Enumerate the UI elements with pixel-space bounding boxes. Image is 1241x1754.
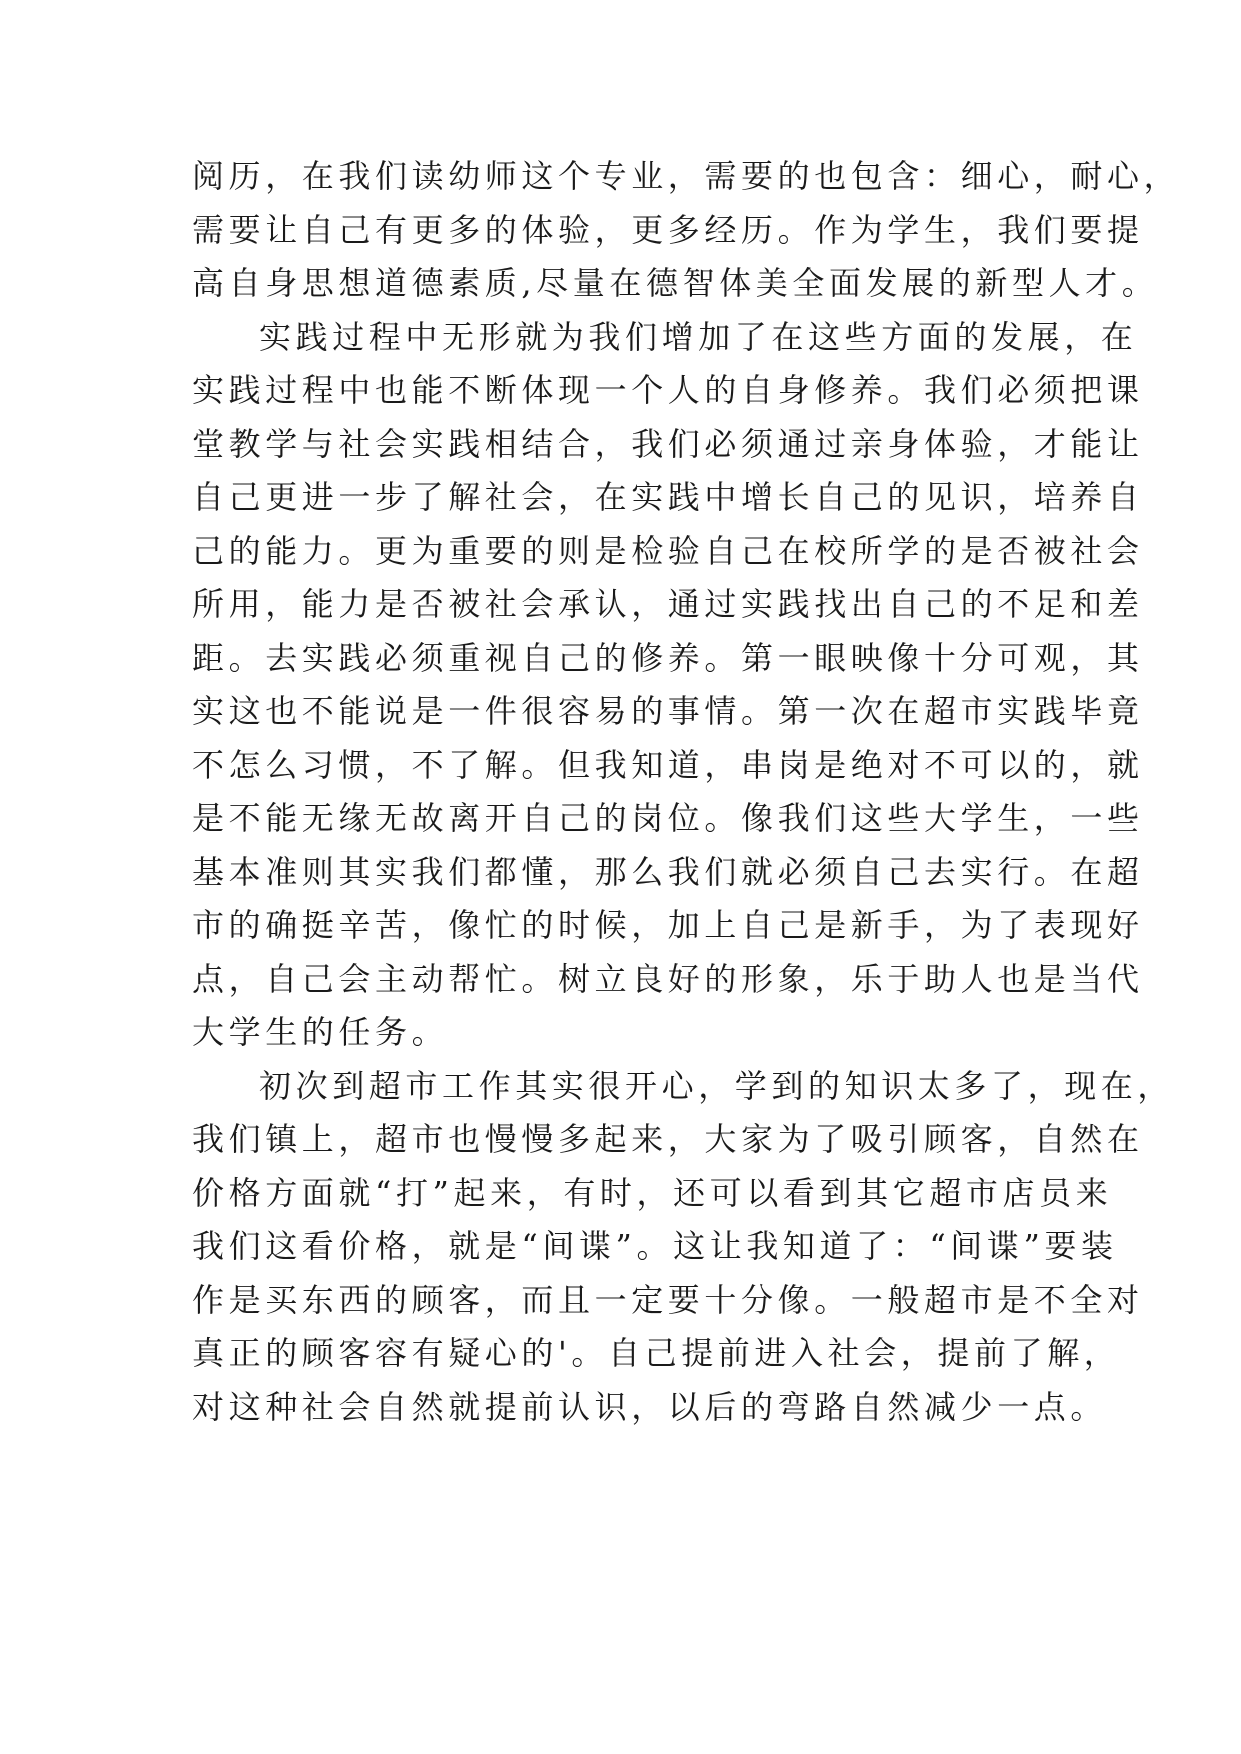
text-line-19: 我们镇上，超市也慢慢多起来，大家为了吸引顾客，自然在: [192, 1120, 1144, 1158]
text-line-15: 市的确挺辛苦，像忙的时候，加上自己是新手，为了表现好: [192, 906, 1144, 944]
text-line-1: 阅历，在我们读幼师这个专业，需要的也包含：细心，耐心，: [192, 157, 1181, 195]
text-line-18: 初次到超市工作其实很开心，学到的知识太多了，现在，: [259, 1066, 1175, 1105]
text-line-10: 距。去实践必须重视自己的修养。第一眼映像十分可观，其: [192, 638, 1144, 677]
text-line-6: 堂教学与社会实践相结合，我们必须通过亲身体验，才能让: [192, 424, 1144, 463]
text-line-20: 价格方面就“打”起来，有时，还可以看到其它超市店员来: [192, 1173, 1113, 1212]
text-line-24: 对这种社会自然就提前认识，以后的弯路自然减少一点。: [192, 1387, 1108, 1426]
text-line-8: 己的能力。更为重要的则是检验自己在校所学的是否被社会: [192, 531, 1144, 570]
text-line-16: 点，自己会主动帮忙。树立良好的形象，乐于助人也是当代: [192, 959, 1144, 998]
text-line-23: 真正的顾客容有疑心的'。自己提前进入社会，提前了解，: [192, 1334, 1121, 1372]
text-line-14: 基本准则其实我们都懂，那么我们就必须自己去实行。在超: [192, 852, 1144, 891]
document-body: [192, 150, 1181, 1434]
text-line-3: 高自身思想道德素质,尽量在德智体美全面发展的新型人才。: [192, 264, 1159, 302]
text-line-21: 我们这看价格，就是“间谍”。这让我知道了：“间谍”要装: [192, 1227, 1118, 1265]
text-line-11: 实这也不能说是一件很容易的事情。第一次在超市实践毕竟: [192, 692, 1144, 730]
text-line-17: 大学生的任务。: [192, 1013, 449, 1051]
text-line-22: 作是买东西的顾客，而且一定要十分像。一般超市是不全对: [192, 1280, 1144, 1319]
text-line-7: 自己更进一步了解社会，在实践中增长自己的见识，培养自: [192, 478, 1144, 516]
text-line-2: 需要让自己有更多的体验，更多经历。作为学生，我们要提: [192, 210, 1144, 249]
text-line-13: 是不能无缘无故离开自己的岗位。像我们这些大学生，一些: [192, 799, 1144, 837]
text-line-12: 不怎么习惯，不了解。但我知道，串岗是绝对不可以的，就: [192, 745, 1144, 784]
text-line-9: 所用，能力是否被社会承认，通过实践找出自己的不足和差: [192, 585, 1144, 623]
text-line-5: 实践过程中也能不断体现一个人的自身修养。我们必须把课: [192, 371, 1144, 409]
text-line-4: 实践过程中无形就为我们增加了在这些方面的发展，在: [259, 317, 1138, 356]
